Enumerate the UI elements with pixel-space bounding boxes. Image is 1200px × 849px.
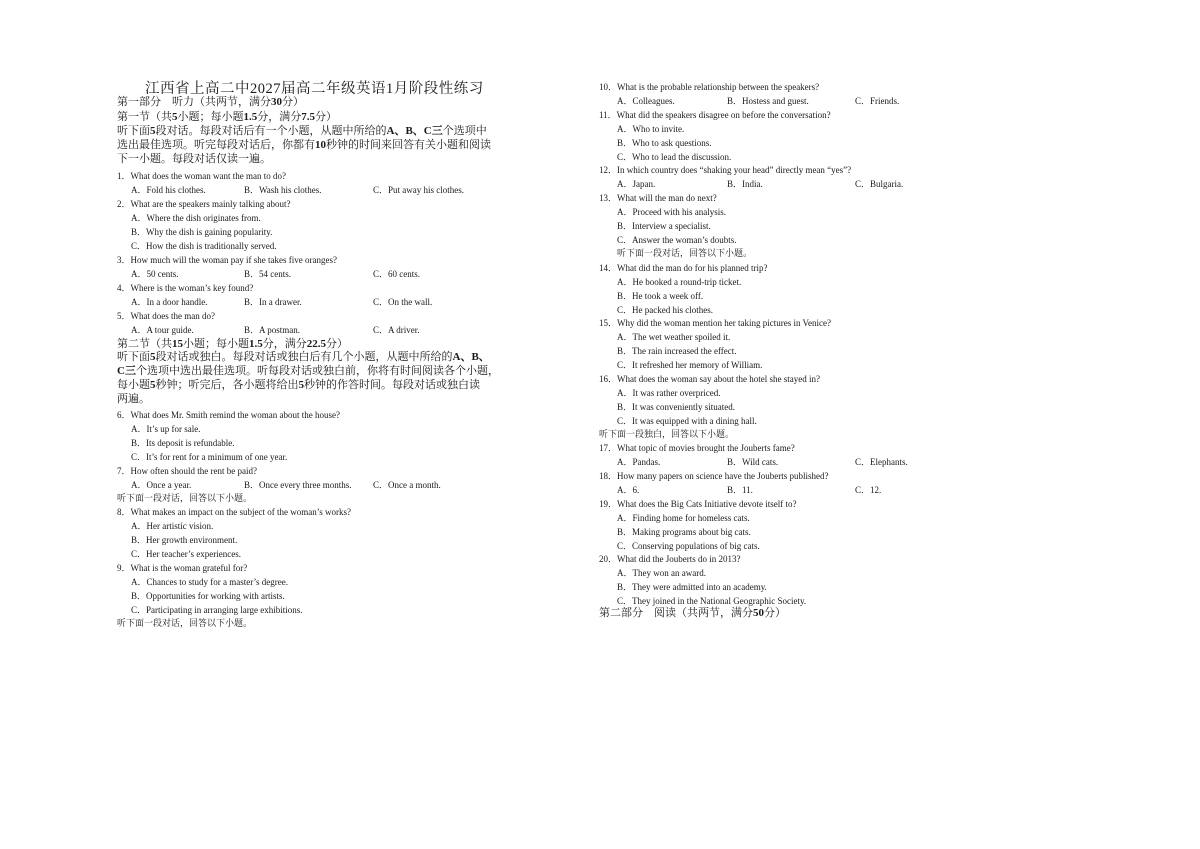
question-17: 17．What topic of movies brought the Jouberts fame? xyxy=(599,443,795,453)
option-18a: A．6. xyxy=(617,485,640,495)
option-11a: A．Who to invite. xyxy=(617,124,685,134)
option-6a: A．It’s up for sale. xyxy=(131,424,201,434)
listening-note: 听下面一段对话，回答以下小题。 xyxy=(117,618,253,628)
question-13: 13．What will the man do next? xyxy=(599,193,717,203)
option-20c: C．They joined in the National Geographic Society. xyxy=(617,596,807,606)
option-9b: B．Opportunities for working with artists. xyxy=(131,591,285,601)
option-3a: A．50 cents. xyxy=(131,269,179,279)
section-one-instructions: 听下面5段对话。每段对话后有一个小题，从题中所给的A、B、C三个选项中 xyxy=(117,125,487,137)
option-9c: C．Participating in arranging large exhibitions. xyxy=(131,605,303,615)
question-7: 7．How often should the rent be paid? xyxy=(117,466,257,476)
option-2c: C．How the dish is traditionally served. xyxy=(131,241,277,251)
option-19b: B．Making programs about big cats. xyxy=(617,527,751,537)
option-17c: C．Elephants. xyxy=(855,457,908,467)
option-19c: C．Conserving populations of big cats. xyxy=(617,541,760,551)
question-1: 1．What does the woman want the man to do? xyxy=(117,171,286,181)
option-10c: C．Friends. xyxy=(855,96,900,106)
option-5a: A．A tour guide. xyxy=(131,325,194,335)
option-2a: A．Where the dish originates from. xyxy=(131,213,261,223)
option-7b: B．Once every three months. xyxy=(244,480,352,490)
option-16c: C．It was equipped with a dining hall. xyxy=(617,416,757,426)
option-8c: C．Her teacher’s experiences. xyxy=(131,549,242,559)
question-10: 10．What is the probable relationship between the speakers? xyxy=(599,82,820,92)
option-8a: A．Her artistic vision. xyxy=(131,521,214,531)
question-5: 5．What does the man do? xyxy=(117,311,215,321)
option-5b: B．A postman. xyxy=(244,325,301,335)
section-two-heading: 第二节（共15小题；每小题1.5分，满分22.5分） xyxy=(117,338,348,350)
option-18b: B．11. xyxy=(727,485,753,495)
option-16a: A．It was rather overpriced. xyxy=(617,388,721,398)
option-11c: C．Who to lead the discussion. xyxy=(617,152,732,162)
question-8: 8．What makes an impact on the subject of the woman’s works? xyxy=(117,507,351,517)
option-10a: A．Colleagues. xyxy=(617,96,675,106)
question-18: 18．How many papers on science have the Jouberts published? xyxy=(599,471,829,481)
option-4a: A．In a door handle. xyxy=(131,297,208,307)
option-14a: A．He booked a round-trip ticket. xyxy=(617,277,742,287)
question-20: 20．What did the Jouberts do in 2013? xyxy=(599,554,741,564)
question-3: 3．How much will the woman pay if she takes five oranges? xyxy=(117,255,337,265)
question-19: 19．What does the Big Cats Initiative devote itself to? xyxy=(599,499,797,509)
section-two-instructions: 听下面5段对话或独白。每段对话或独白后有几个小题，从题中所给的A、B、 xyxy=(117,351,490,363)
question-14: 14．What did the man do for his planned trip? xyxy=(599,263,768,273)
option-14b: B．He took a week off. xyxy=(617,291,704,301)
listening-note: 听下面一段对话，回答以下小题。 xyxy=(117,493,253,503)
option-17a: A．Pandas. xyxy=(617,457,661,467)
listening-note: 听下面一段对话，回答以下小题。 xyxy=(617,248,753,258)
question-11: 11．What did the speakers disagree on before the conversation? xyxy=(599,110,831,120)
option-12c: C．Bulgaria. xyxy=(855,179,904,189)
option-19a: A．Finding home for homeless cats. xyxy=(617,513,750,523)
question-16: 16．What does the woman say about the hotel she stayed in? xyxy=(599,374,820,384)
listening-note: 听下面一段独白，回答以下小题。 xyxy=(599,429,735,439)
question-6: 6．What does Mr. Smith remind the woman about the house? xyxy=(117,410,340,420)
option-11b: B．Who to ask questions. xyxy=(617,138,712,148)
option-14c: C．He packed his clothes. xyxy=(617,305,713,315)
option-1c: C．Put away his clothes. xyxy=(373,185,464,195)
option-6c: C．It’s for rent for a minimum of one year. xyxy=(131,452,288,462)
section-two-instructions: 两遍。 xyxy=(117,393,150,405)
question-2: 2．What are the speakers mainly talking about? xyxy=(117,199,291,209)
option-20b: B．They were admitted into an academy. xyxy=(617,582,767,592)
option-3b: B．54 cents. xyxy=(244,269,291,279)
option-7c: C．Once a month. xyxy=(373,480,441,490)
option-1b: B．Wash his clothes. xyxy=(244,185,322,195)
option-13b: B．Interview a specialist. xyxy=(617,221,711,231)
option-2b: B．Why the dish is gaining popularity. xyxy=(131,227,273,237)
question-4: 4．Where is the woman’s key found? xyxy=(117,283,254,293)
option-13c: C．Answer the woman’s doubts. xyxy=(617,235,737,245)
option-10b: B．Hostess and guest. xyxy=(727,96,809,106)
section-one-instructions: 下一小题。每段对话仅读一遍。 xyxy=(117,153,271,165)
option-13a: A．Proceed with his analysis. xyxy=(617,207,726,217)
section-one-instructions: 选出最佳选项。听完每段对话后，你都有10秒钟的时间来回答有关小题和阅读 xyxy=(117,139,491,151)
option-12a: A．Japan. xyxy=(617,179,656,189)
option-8b: B．Her growth environment. xyxy=(131,535,238,545)
option-16b: B．It was conveniently situated. xyxy=(617,402,735,412)
question-9: 9．What is the woman grateful for? xyxy=(117,563,248,573)
option-1a: A．Fold his clothes. xyxy=(131,185,206,195)
option-4b: B．In a drawer. xyxy=(244,297,302,307)
option-3c: C．60 cents. xyxy=(373,269,420,279)
option-6b: B．Its deposit is refundable. xyxy=(131,438,235,448)
option-17b: B．Wild cats. xyxy=(727,457,779,467)
option-5c: C．A driver. xyxy=(373,325,420,335)
option-7a: A．Once a year. xyxy=(131,480,192,490)
option-15a: A．The wet weather spoiled it. xyxy=(617,332,731,342)
option-15b: B．The rain increased the effect. xyxy=(617,346,737,356)
option-12b: B．India. xyxy=(727,179,763,189)
question-12: 12．In which country does “shaking your head” directly mean “yes”? xyxy=(599,165,852,175)
section-one-heading: 第一节（共5小题；每小题1.5分，满分7.5分） xyxy=(117,111,337,123)
exam-title: 江西省上高二中2027届高二年级英语1月阶段性练习 xyxy=(145,81,484,97)
option-4c: C．On the wall. xyxy=(373,297,433,307)
section-two-instructions: 每小题5秒钟；听完后，各小题将给出5秒钟的作答时间。每段对话或独白读 xyxy=(117,379,480,391)
option-20a: A．They won an award. xyxy=(617,568,706,578)
option-15c: C．It refreshed her memory of William. xyxy=(617,360,763,370)
part-two-heading: 第二部分 阅读（共两节，满分50分） xyxy=(599,607,786,619)
option-18c: C．12. xyxy=(855,485,882,495)
part-one-heading: 第一部分 听力（共两节，满分30分） xyxy=(117,96,304,108)
section-two-instructions: C三个选项中选出最佳选项。听每段对话或独白前，你将有时间阅读各个小题， xyxy=(117,365,499,377)
question-15: 15．Why did the woman mention her taking pictures in Venice? xyxy=(599,318,832,328)
option-9a: A．Chances to study for a master’s degree. xyxy=(131,577,289,587)
